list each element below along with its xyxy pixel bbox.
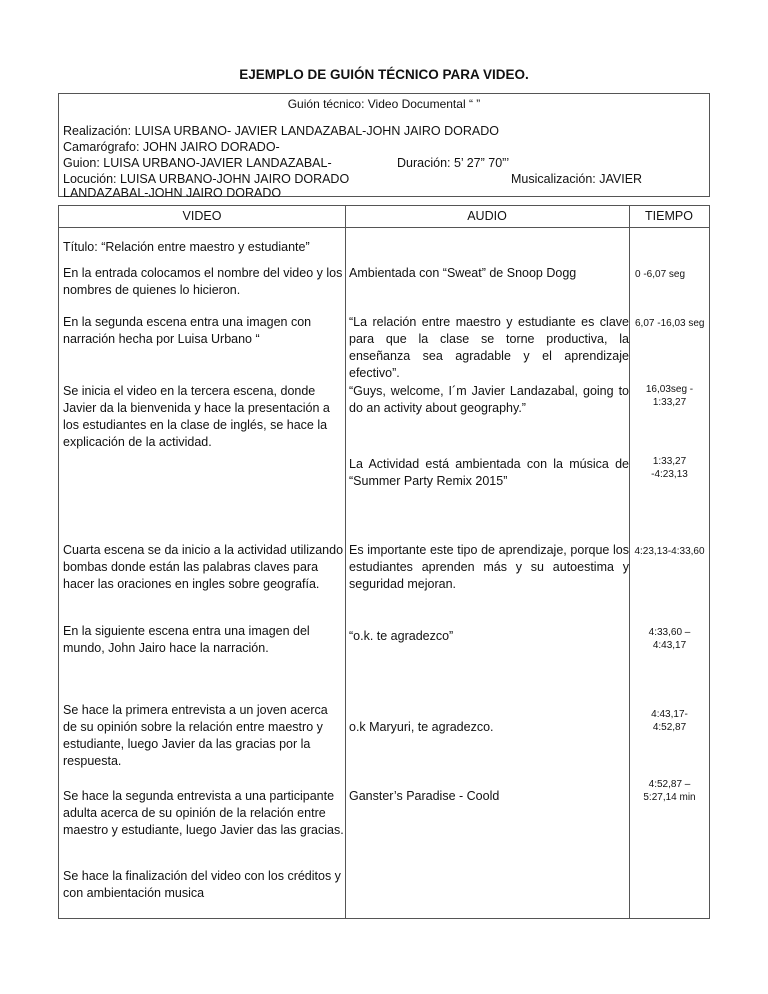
realizacion: Realización: LUISA URBANO- JAVIER LANDAZABAL-JOHN JAIRO DORADO bbox=[63, 124, 499, 138]
header-video: VIDEO bbox=[182, 209, 222, 223]
video-cell: Se hace la primera entrevista a un joven acerca de su opinión sobre la relación entre maestro y estudiante, luego Javier da las gracias por la respuesta. bbox=[63, 703, 328, 768]
audio-cell: “o.k. te agradezco” bbox=[349, 629, 454, 643]
audio-cell: “La relación entre maestro y estudiante es clave para que la clase se torne productiva, la enseñanza sea agradable y el aprendizaje efectivo”. bbox=[349, 315, 629, 380]
audio-cell: “Guys, welcome, I´m Javier Landazabal, going to do an activity about geography.” bbox=[349, 384, 629, 415]
musicalizacion-cont: LANDAZABAL-JOHN JAIRO DORADO bbox=[63, 186, 282, 200]
tiempo-cell: 0 -6,07 seg bbox=[635, 269, 686, 280]
video-cell: En la siguiente escena entra una imagen del mundo, John Jairo hace la narración. bbox=[63, 624, 310, 655]
column-divider bbox=[629, 206, 630, 918]
audio-cell: Ganster’s Paradise - Coold bbox=[349, 789, 500, 803]
script-table bbox=[58, 205, 710, 919]
video-cell: En la segunda escena entra una imagen con narración hecha por Luisa Urbano “ bbox=[63, 315, 312, 346]
guion: Guion: LUISA URBANO-JAVIER LANDAZABAL- bbox=[63, 156, 332, 170]
video-cell: Título: “Relación entre maestro y estudiante” bbox=[63, 240, 310, 254]
video-cell: Se hace la segunda entrevista a una participante adulta acerca de su opinión de la relación entre maestro y estudiante, luego Javier das las gracias. bbox=[63, 789, 344, 837]
audio-cell: Es importante este tipo de aprendizaje, porque los estudiantes aprenden más y su autoestima y seguridad mejoran. bbox=[349, 543, 629, 591]
tiempo-cell: 6,07 -16,03 seg bbox=[635, 318, 705, 329]
tiempo-cell: 4:23,13-4:33,60 bbox=[634, 546, 705, 557]
audio-cell: Ambientada con “Sweat” de Snoop Dogg bbox=[349, 266, 577, 280]
info-box bbox=[58, 93, 710, 200]
document-title: EJEMPLO DE GUIÓN TÉCNICO PARA VIDEO. bbox=[239, 67, 529, 82]
header-audio: AUDIO bbox=[467, 209, 507, 223]
tiempo-cell: 4:52,87 – 5:27,14 min bbox=[643, 779, 696, 803]
musicalizacion: Musicalización: JAVIER bbox=[511, 172, 643, 186]
video-cell: Cuarta escena se da inicio a la actividad utilizando bombas donde están las palabras claves para hacer las oraciones en ingles sobre geografía. bbox=[63, 543, 344, 591]
audio-cell: o.k Maryuri, te agradezco. bbox=[349, 720, 494, 734]
video-cell: Se inicia el video en la tercera escena, donde Javier da la bienvenida y hace la presentación a los estudiantes en la clase de inglés, se hace la explicación de la actividad. bbox=[63, 384, 330, 449]
info-subtitle: Guión técnico: Video Documental “ ” bbox=[287, 97, 481, 111]
locucion: Locución: LUISA URBANO-JOHN JAIRO DORADO bbox=[63, 172, 350, 186]
duracion: Duración: 5’ 27” 70”’ bbox=[397, 156, 510, 170]
video-cell: Se hace la finalización del video con los créditos y con ambientación musica bbox=[63, 869, 341, 900]
tiempo-cell: 4:43,17- 4:52,87 bbox=[651, 709, 688, 733]
tiempo-cell: 16,03seg - 1:33,27 bbox=[645, 384, 694, 408]
column-divider bbox=[345, 206, 346, 918]
header-divider bbox=[59, 227, 709, 228]
tiempo-cell: 1:33,27 -4:23,13 bbox=[651, 456, 688, 480]
camarografo: Camarógrafo: JOHN JAIRO DORADO- bbox=[63, 140, 280, 154]
tiempo-cell: 4:33,60 – 4:43,17 bbox=[648, 627, 691, 651]
video-cell: En la entrada colocamos el nombre del video y los nombres de quienes lo hicieron. bbox=[63, 266, 343, 297]
header-tiempo: TIEMPO bbox=[645, 209, 693, 223]
audio-cell: La Actividad está ambientada con la música de “Summer Party Remix 2015” bbox=[349, 457, 629, 488]
